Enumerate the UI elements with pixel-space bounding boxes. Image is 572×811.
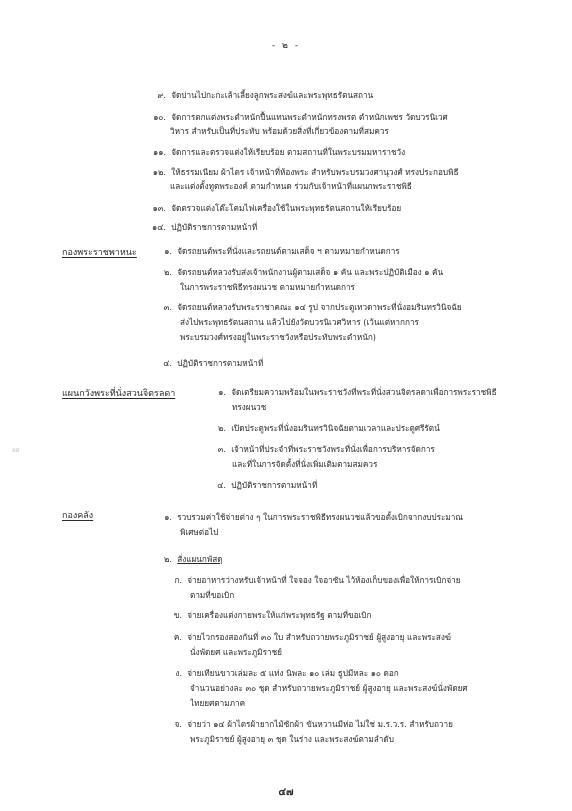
item-number: ๓.: [163, 302, 172, 312]
item-number: ๒.: [218, 423, 226, 433]
list-item: [158, 357, 263, 369]
item-continuation: ส่งไปพระพุทธรัตนสถาน แล้วไปยังวัดบวรนิเวศวิหาร (เว้นแต่หากการ: [180, 317, 419, 327]
sub-list-item: [168, 667, 399, 679]
list-item: [212, 479, 317, 491]
item-text: ปฏิบัติราชการตามหน้าที่: [231, 480, 318, 490]
item-number: ๔.: [163, 358, 172, 368]
sub-list-item: [168, 718, 453, 730]
item-number: ๑.: [164, 246, 172, 256]
item-continuation: พระภูมิราชย์ ผู้สูงอายุ ๓ ชุด ในร่าง และพระสงฆ์ตามลำดับ: [190, 734, 394, 744]
item-number: ๒.: [164, 554, 172, 564]
list-item: [140, 89, 373, 101]
item-number: ๑.: [164, 512, 172, 522]
sub-list-item: [168, 609, 371, 621]
page-number: ๔๗: [278, 787, 294, 798]
item-text: จัดการและตรวจแต่งให้เรียบร้อย ตามสถานที่ในพระบรมมหาราชวัง: [171, 147, 406, 157]
item-number: ง.: [175, 668, 182, 678]
item-text: สั่งแผนกพัสดุ: [177, 554, 223, 564]
section-heading-treasury: กองคลัง: [62, 511, 94, 521]
item-number: ค.: [173, 632, 182, 642]
list-item: [158, 245, 400, 257]
item-text: เจ้าหน้าที่ประจำที่พระราชวังพระที่นั่งเพื่อการบริหารจัดการ: [231, 444, 435, 454]
item-number: จ.: [174, 719, 182, 729]
item-text: จัดบ่านไปกะกะเล้าเลี้ยงลูกพระสงฆ์และพระพุทธรัตนสถาน: [171, 90, 374, 100]
item-text: จัดรถยนต์หลวงรับพระราชาคณะ ๑๔ รูป จากประตูเทวดาพระที่นั่งอมรินทรวินิจฉัย: [177, 302, 462, 312]
scan-mark: ลส: [12, 447, 20, 454]
item-text: จัดรถยนต์หลวงรับส่งเจ้าพนักงานผู้ตามเสด็จ ๑ คัน และพระปฏิบัติเมือง ๑ คัน: [177, 267, 444, 277]
list-item: [140, 166, 459, 178]
item-continuation: พระบรมวงศ์ทรงอยู่ในพระราชวังหรือประทับพระตำหนัก): [180, 332, 376, 342]
list-item: [140, 221, 257, 233]
section-heading-royal-vehicles: กองพระราชพาหนะ: [62, 248, 137, 258]
item-text: จัดเตรียมความพร้อมในพระราชวังที่พระที่นั่งสวนจิตรลดาเพื่อการพระราชพิธี: [231, 387, 497, 397]
item-continuation: จำนวนอย่างละ ๓๐ ชุด สำหรับถวายพระภูมิราชย์ ผู้สูงอายุ และพระสงฆ์นั่งพัดยศ: [190, 683, 468, 693]
item-continuation: ไทยยศตามภาค: [190, 698, 246, 708]
item-text: จ่ายอาหารว่างหรับเจ้าหน้าที่ ใจจอง ใจอาซัน ไว้ห้องเก็บของเพื่อให้การเบิกจ่าย: [187, 575, 461, 585]
item-continuation: และที่ในการจัดตั้งที่นั่งเพิ่มเติมตามสมควร: [232, 459, 378, 469]
list-item: [140, 202, 401, 214]
item-continuation: ทรงผนวช: [232, 402, 267, 412]
item-text: ปฏิบัติราชการตามหน้าที่: [177, 358, 264, 368]
page-header: - ๒ -: [271, 41, 301, 51]
item-number: ๔.: [217, 480, 226, 490]
list-item: [212, 386, 497, 398]
item-text: จ่ายว่า ๑๔ ผ้าไตรผ้ายากไม้ซักผ้า ขันหวานมีห่อ ไม่ใช่ ม.ร.ว.ร. สำหรับถวาย: [187, 719, 453, 729]
item-continuation: ในการพระราชพิธีทรงผนวช ตามหมายกำหนดการ: [180, 282, 355, 292]
sub-list-item: [168, 574, 461, 586]
item-text: จ่ายเครื่องแต่งกายพระให้แก่พระพุทธรัฐ ตามที่ขอเบิก: [187, 610, 372, 620]
item-number: ๑๓.: [152, 203, 166, 213]
item-text: ปฏิบัติราชการตามหน้าที่: [171, 222, 258, 232]
item-number: ๒.: [164, 267, 172, 277]
item-continuation: วิหาร สำหรับเป็นที่ประทับ พร้อมด้วยสิ่งที่เกี่ยวข้องตามที่สมควร: [170, 126, 389, 136]
item-continuation: ตามที่ขอเบิก: [190, 590, 235, 600]
item-number: ๑๒.: [152, 167, 166, 177]
item-number: ๓.: [217, 444, 226, 454]
list-item: [158, 266, 443, 278]
list-item: [158, 511, 463, 523]
item-number: ๑.: [218, 387, 226, 397]
item-continuation: นั่งพัดยศ และพระภูมิราชย์: [190, 647, 282, 657]
list-item: [212, 422, 440, 434]
list-item: [158, 301, 462, 313]
item-continuation: พิเศษต่อไป: [180, 527, 219, 537]
item-number: ก.: [174, 575, 182, 585]
item-number: ๑๑.: [153, 147, 166, 157]
list-item: [158, 553, 223, 565]
item-text: จ่ายไวกรองสองกันที่ ๓๐ ใบ สำหรับถวายพระภูมิราชย์ ผู้สูงอายุ และพระสงฆ์: [187, 632, 451, 642]
item-number: ๙.: [157, 90, 166, 100]
list-item: [212, 443, 435, 455]
item-text: จัดการตกแต่งพระตำหนักปื้นแทนพระตำหนักทรงพรต ตำหนักเพชร วัดบวรนิเวศ: [171, 112, 448, 122]
item-text: จ่ายเทียนขาวเล่มละ ๕ แท่ง นิพละ ๑๐ เล่ม ธูปมีหละ ๑๐ ดอก: [187, 668, 399, 678]
sub-list-item: [168, 631, 451, 643]
item-text: เปิดประตูพระที่นั่งอมรินทรวินิจฉัยตามเวลาและประตูศรีรัตน์: [231, 423, 440, 433]
section-heading-palace-division: แผนกวังพระที่นั่งสวนจิตรลดา: [62, 389, 176, 399]
item-text: รวบรวมค่าใช้จ่ายต่าง ๆ ในการพระราชพิธีทรงผนวชแล้วขอตั้งเบิกจากงบประมาณ: [177, 512, 463, 522]
item-continuation: และแต่งตั้งทูตพระองค์ ตามกำหนด ร่วมกับเจ้าหน้าที่แผนกพระราชพิธี: [170, 181, 412, 191]
item-number: ข.: [173, 610, 182, 620]
item-text: ให้ธรรมเนียม ผ้าไตร เจ้าหน้าที่ห้องพระ สำหรับพระบรมวงศานุวงศ์ ทรงประกอบพิธี: [171, 167, 459, 177]
item-text: จัดรถยนต์พระที่นั่งและรถยนต์ตามเสด็จ ฯ ตามหมายกำหนดการ: [177, 246, 400, 256]
list-item: [140, 111, 448, 123]
item-number: ๑๐.: [153, 112, 166, 122]
item-number: ๑๔.: [152, 222, 166, 232]
item-text: จัดตรวจแต่งโต๊ะโคมไฟเครื่องใช้ในพระพุทธรัตนสถานให้เรียบร้อย: [171, 203, 402, 213]
list-item: [140, 146, 405, 158]
